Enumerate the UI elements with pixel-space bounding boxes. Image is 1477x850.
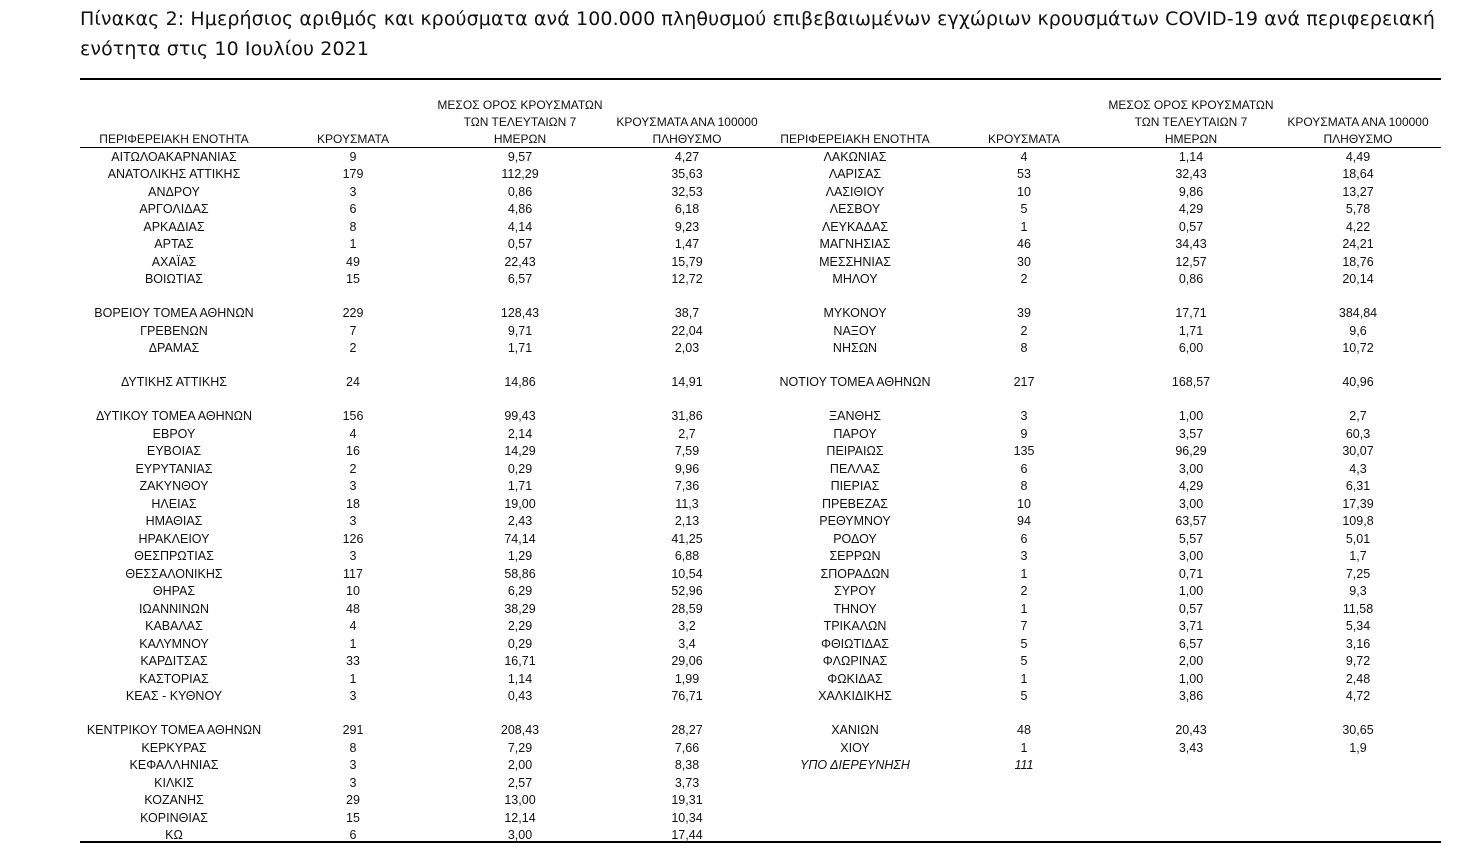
right-cell-region: ΜΑΓΝΗΣΙΑΣ [819, 237, 891, 251]
right-cell-region: ΦΛΩΡΙΝΑΣ [822, 654, 888, 668]
right-cell-region: ΛΑΡΙΣΑΣ [828, 167, 882, 181]
right-cell-cases: 5 [1020, 689, 1028, 703]
left-cell-avg: 0,29 [507, 462, 533, 476]
left-cell-cases: 15 [346, 811, 360, 825]
left-cell-region: ΑΡΤΑΣ [154, 237, 194, 251]
left-cell-avg: 2,43 [507, 514, 533, 528]
right-cell-per100k: 2,7 [1349, 409, 1367, 423]
right-cell-cases: 53 [1017, 167, 1031, 181]
left-cell-per100k: 14,91 [671, 375, 703, 389]
left-cell-avg: 4,86 [507, 202, 533, 216]
left-cell-avg: 1,29 [507, 549, 533, 563]
right-cell-region: ΠΙΕΡΙΑΣ [830, 479, 880, 493]
right-cell-cases: 4 [1020, 150, 1028, 164]
left-cell-region: ΘΕΣΣΑΛΟΝΙΚΗΣ [125, 567, 223, 581]
right-cell-cases: 111 [1014, 758, 1034, 772]
right-cell-per100k: 60,3 [1345, 427, 1371, 441]
left-cell-region: ΘΗΡΑΣ [152, 584, 196, 598]
left-cell-region: ΙΩΑΝΝΙΝΩΝ [138, 602, 210, 616]
right-cell-avg: 6,57 [1178, 637, 1204, 651]
left-cell-region: ΒΟΡΕΙΟΥ ΤΟΜΕΑ ΑΘΗΝΩΝ [94, 306, 254, 320]
right-cell-cases: 2 [1020, 324, 1028, 338]
left-cell-cases: 6 [349, 828, 357, 842]
right-cell-region: ΣΕΡΡΩΝ [829, 549, 881, 563]
left-cell-avg: 58,86 [504, 567, 536, 581]
left-cell-region: ΑΧΑΪΑΣ [151, 255, 197, 269]
right-cell-avg: 0,71 [1178, 567, 1204, 581]
right-cell-cases: 1 [1020, 220, 1028, 234]
right-cell-cases: 3 [1020, 409, 1028, 423]
right-cell-cases: 8 [1020, 341, 1028, 355]
right-cell-avg: 4,29 [1178, 202, 1204, 216]
left-cell-avg: 128,43 [500, 306, 540, 320]
left-cell-per100k: 76,71 [671, 689, 703, 703]
right-cell-avg: 0,86 [1178, 272, 1204, 286]
left-cell-region: ΚΙΛΚΙΣ [154, 776, 194, 790]
right-cell-per100k: 1,9 [1349, 741, 1367, 755]
right-cell-cases: 5 [1020, 637, 1028, 651]
left-cell-avg: 9,71 [507, 324, 533, 338]
right-cell-per100k: 4,72 [1345, 689, 1371, 703]
left-cell-cases: 1 [349, 637, 357, 651]
left-cell-region: ΚΑΡΔΙΤΣΑΣ [140, 654, 208, 668]
right-cell-avg: 1,14 [1178, 150, 1204, 164]
left-cell-region: ΕΒΡΟΥ [152, 427, 196, 441]
left-cell-per100k: 19,31 [671, 793, 703, 807]
left-cell-per100k: 7,36 [674, 479, 700, 493]
left-cell-per100k: 4,27 [674, 150, 700, 164]
right-cell-region: ΜΥΚΟΝΟΥ [823, 306, 887, 320]
right-cell-cases: 94 [1017, 514, 1031, 528]
right-cell-cases: 1 [1020, 741, 1028, 755]
left-cell-per100k: 29,06 [671, 654, 703, 668]
left-cell-per100k: 9,23 [674, 220, 700, 234]
right-cell-cases: 135 [1013, 444, 1035, 458]
left-cell-per100k: 1,47 [674, 237, 700, 251]
right-cell-per100k: 9,6 [1349, 324, 1367, 338]
right-cell-per100k: 5,34 [1345, 619, 1371, 633]
right-cell-region: ΤΗΝΟΥ [833, 602, 877, 616]
right-cell-avg: 3,86 [1178, 689, 1204, 703]
left-cell-cases: 6 [349, 202, 357, 216]
right-cell-avg: 1,00 [1178, 672, 1204, 686]
left-cell-cases: 7 [349, 324, 357, 338]
right-cell-per100k: 2,48 [1345, 672, 1371, 686]
left-cell-cases: 156 [342, 409, 364, 423]
left-cell-avg: 7,29 [507, 741, 533, 755]
right-cell-region: ΞΑΝΘΗΣ [829, 409, 881, 423]
right-cell-avg: 3,71 [1178, 619, 1204, 633]
left-cell-cases: 3 [349, 689, 357, 703]
left-cell-region: ΚΟΖΑΝΗΣ [144, 793, 204, 807]
left-cell-region: ΑΙΤΩΛΟΑΚΑΡΝΑΝΙΑΣ [111, 150, 237, 164]
left-cell-avg: 2,29 [507, 619, 533, 633]
right-cell-cases: 7 [1020, 619, 1028, 633]
right-cell-avg: 3,43 [1178, 741, 1204, 755]
left-cell-cases: 24 [346, 375, 360, 389]
left-cell-region: ΑΡΓΟΛΙΔΑΣ [139, 202, 209, 216]
right-cell-per100k: 109,8 [1342, 514, 1374, 528]
left-cell-per100k: 8,38 [674, 758, 700, 772]
right-cell-region: ΡΟΔΟΥ [833, 532, 877, 546]
left-cell-region: ΚΩ [165, 828, 183, 842]
table-title: Πίνακας 2: Ημερήσιος αριθμός και κρούσματα ανά 100.000 πληθυσμού επιβεβαιωμένων εγχώριων κρουσμάτων COVID-19 ανά περιφερειακή ενότητα στις 10 Ιουλίου 2021 [80, 8, 1436, 60]
left-cell-avg: 6,57 [507, 272, 533, 286]
left-cell-per100k: 28,59 [671, 602, 703, 616]
right-cell-region: ΤΡΙΚΑΛΩΝ [823, 619, 887, 633]
right-cell-cases: 3 [1020, 549, 1028, 563]
left-cell-cases: 117 [343, 567, 363, 581]
right-cell-region: ΝΟΤΙΟΥ ΤΟΜΕΑ ΑΘΗΝΩΝ [779, 375, 931, 389]
right-cell-avg: 1,00 [1178, 409, 1204, 423]
right-cell-region: ΜΕΣΣΗΝΙΑΣ [819, 255, 891, 269]
left-header-avg: ΜΕΣΟΣ ΟΡΟΣ ΚΡΟΥΣΜΑΤΩΝ ΤΩΝ ΤΕΛΕΥΤΑΙΩΝ 7 ΗΜΕΡΩΝ [437, 98, 603, 146]
left-cell-avg: 1,14 [507, 672, 533, 686]
right-cell-avg: 0,57 [1178, 220, 1204, 234]
right-cell-per100k: 4,49 [1345, 150, 1371, 164]
right-cell-region: ΝΑΞΟΥ [833, 324, 877, 338]
left-cell-avg: 2,57 [507, 776, 533, 790]
left-cell-per100k: 2,03 [674, 341, 700, 355]
right-cell-cases: 5 [1020, 202, 1028, 216]
left-cell-per100k: 22,04 [671, 324, 703, 338]
left-cell-avg: 74,14 [504, 532, 536, 546]
right-cell-region: ΣΥΡΟΥ [833, 584, 877, 598]
left-cell-per100k: 17,44 [671, 828, 703, 842]
right-cell-cases: 8 [1020, 479, 1028, 493]
right-cell-region: ΣΠΟΡΑΔΩΝ [820, 567, 890, 581]
left-cell-avg: 1,71 [507, 341, 533, 355]
left-cell-avg: 0,57 [507, 237, 533, 251]
left-header-region: ΠΕΡΙΦΕΡΕΙΑΚΗ ΕΝΟΤΗΤΑ [99, 132, 249, 146]
right-cell-per100k: 1,7 [1349, 549, 1367, 563]
right-cell-avg: 32,43 [1175, 167, 1207, 181]
left-header-per100k: ΚΡΟΥΣΜΑΤΑ ΑΝΑ 100000 ΠΛΗΘΥΣΜΟ [616, 115, 758, 146]
left-cell-per100k: 10,54 [671, 567, 703, 581]
top-rule [80, 78, 1441, 80]
left-cell-avg: 2,14 [507, 427, 533, 441]
right-cell-region: ΦΘΙΩΤΙΔΑΣ [820, 637, 890, 651]
left-cell-avg: 0,86 [507, 185, 533, 199]
left-cell-avg: 13,00 [504, 793, 536, 807]
right-header-region: ΠΕΡΙΦΕΡΕΙΑΚΗ ΕΝΟΤΗΤΑ [780, 132, 930, 146]
right-cell-per100k: 4,22 [1345, 220, 1371, 234]
right-cell-cases: 1 [1020, 672, 1028, 686]
right-cell-per100k: 4,3 [1349, 462, 1367, 476]
right-cell-per100k: 384,84 [1338, 306, 1378, 320]
left-cell-per100k: 2,13 [674, 514, 700, 528]
left-cell-cases: 33 [346, 654, 360, 668]
right-cell-region: ΠΑΡΟΥ [833, 427, 877, 441]
right-cell-cases: 30 [1017, 255, 1031, 269]
left-cell-cases: 3 [349, 514, 357, 528]
right-cell-avg: 3,57 [1178, 427, 1204, 441]
left-cell-avg: 208,43 [500, 723, 540, 737]
right-cell-region: ΧΑΛΚΙΔΙΚΗΣ [818, 689, 892, 703]
left-cell-avg: 6,29 [507, 584, 533, 598]
right-cell-avg: 12,57 [1175, 255, 1207, 269]
left-cell-cases: 3 [349, 479, 357, 493]
left-cell-region: ΚΑΣΤΟΡΙΑΣ [139, 672, 209, 686]
left-cell-per100k: 11,3 [675, 497, 699, 511]
right-cell-per100k: 18,64 [1342, 167, 1374, 181]
left-cell-cases: 179 [342, 167, 364, 181]
left-cell-region: ΑΝΑΤΟΛΙΚΗΣ ΑΤΤΙΚΗΣ [107, 167, 241, 181]
left-cell-cases: 2 [349, 341, 357, 355]
left-cell-region: ΚΑΒΑΛΑΣ [145, 619, 203, 633]
left-cell-region: ΗΡΑΚΛΕΙΟΥ [138, 532, 210, 546]
left-cell-cases: 48 [346, 602, 360, 616]
left-cell-per100k: 31,86 [671, 409, 703, 423]
right-cell-avg: 1,71 [1178, 324, 1204, 338]
left-cell-region: ΔΥΤΙΚΗΣ ΑΤΤΙΚΗΣ [121, 375, 227, 389]
left-cell-region: ΑΝΔΡΟΥ [148, 185, 200, 199]
right-cell-avg: 96,29 [1175, 444, 1207, 458]
right-cell-cases: 10 [1017, 497, 1031, 511]
left-cell-region: ΔΡΑΜΑΣ [148, 341, 200, 355]
left-cell-region: ΑΡΚΑΔΙΑΣ [143, 220, 205, 234]
left-cell-cases: 9 [349, 150, 357, 164]
right-cell-avg: 3,00 [1178, 462, 1204, 476]
left-cell-region: ΕΥΡΥΤΑΝΙΑΣ [135, 462, 213, 476]
left-cell-cases: 4 [349, 619, 357, 633]
left-cell-avg: 19,00 [504, 497, 536, 511]
right-cell-avg: 4,29 [1178, 479, 1204, 493]
right-cell-avg: 5,57 [1178, 532, 1204, 546]
right-cell-cases: 39 [1017, 306, 1031, 320]
right-cell-avg: 3,00 [1178, 549, 1204, 563]
right-cell-avg: 168,57 [1171, 375, 1211, 389]
right-cell-cases: 2 [1020, 584, 1028, 598]
left-cell-per100k: 9,96 [674, 462, 700, 476]
right-cell-region: ΛΑΚΩΝΙΑΣ [823, 150, 887, 164]
left-cell-per100k: 32,53 [671, 185, 703, 199]
right-cell-avg: 0,57 [1178, 602, 1204, 616]
left-cell-cases: 16 [346, 444, 360, 458]
right-cell-region: ΜΗΛΟΥ [832, 272, 878, 286]
left-cell-cases: 3 [349, 776, 357, 790]
left-cell-avg: 0,29 [507, 637, 533, 651]
left-cell-cases: 29 [346, 793, 360, 807]
left-cell-cases: 291 [342, 723, 364, 737]
right-cell-region: ΧΙΟΥ [840, 741, 870, 755]
left-cell-per100k: 35,63 [671, 167, 703, 181]
left-cell-per100k: 1,99 [674, 672, 700, 686]
left-cell-region: ΚΟΡΙΝΘΙΑΣ [140, 811, 208, 825]
left-cell-avg: 14,29 [504, 444, 536, 458]
right-header-per100k: ΚΡΟΥΣΜΑΤΑ ΑΝΑ 100000 ΠΛΗΘΥΣΜΟ [1287, 115, 1429, 146]
right-cell-per100k: 13,27 [1342, 185, 1374, 199]
left-cell-avg: 112,29 [501, 167, 539, 181]
right-cell-per100k: 11,58 [1342, 602, 1374, 616]
left-cell-per100k: 3,2 [678, 619, 696, 633]
left-cell-avg: 16,71 [504, 654, 536, 668]
left-cell-cases: 1 [349, 237, 357, 251]
right-cell-region: ΦΩΚΙΔΑΣ [827, 672, 883, 686]
right-cell-per100k: 18,76 [1342, 255, 1374, 269]
left-cell-avg: 4,14 [507, 220, 533, 234]
right-cell-per100k: 30,07 [1342, 444, 1374, 458]
left-cell-region: ΗΜΑΘΙΑΣ [145, 514, 203, 528]
right-cell-region: ΛΕΥΚΑΔΑΣ [821, 220, 889, 234]
right-cell-region: ΠΕΙΡΑΙΩΣ [826, 444, 884, 458]
left-cell-region: ΓΡΕΒΕΝΩΝ [140, 324, 208, 338]
right-cell-region: ΡΕΘΥΜΝΟΥ [819, 514, 891, 528]
right-cell-region: ΛΑΣΙΘΙΟΥ [825, 185, 885, 199]
left-cell-per100k: 10,34 [671, 811, 703, 825]
left-cell-avg: 0,43 [507, 689, 533, 703]
right-cell-per100k: 10,72 [1342, 341, 1374, 355]
right-cell-avg: 6,00 [1178, 341, 1204, 355]
right-cell-per100k: 40,96 [1342, 375, 1374, 389]
right-cell-per100k: 5,01 [1345, 532, 1371, 546]
right-cell-avg: 17,71 [1175, 306, 1207, 320]
right-cell-region: ΥΠΟ ΔΙΕΡΕΥΝΗΣΗ [800, 758, 910, 772]
right-cell-cases: 48 [1017, 723, 1031, 737]
left-cell-avg: 38,29 [504, 602, 536, 616]
left-cell-cases: 2 [349, 462, 357, 476]
left-cell-avg: 12,14 [504, 811, 536, 825]
right-header-avg: ΜΕΣΟΣ ΟΡΟΣ ΚΡΟΥΣΜΑΤΩΝ ΤΩΝ ΤΕΛΕΥΤΑΙΩΝ 7 ΗΜΕΡΩΝ [1108, 98, 1274, 146]
left-cell-region: ΘΕΣΠΡΩΤΙΑΣ [134, 549, 214, 563]
left-cell-per100k: 6,18 [674, 202, 700, 216]
right-cell-avg: 63,57 [1175, 514, 1207, 528]
left-cell-per100k: 2,7 [678, 427, 696, 441]
right-cell-cases: 10 [1017, 185, 1031, 199]
left-cell-per100k: 3,73 [674, 776, 700, 790]
left-cell-region: ΔΥΤΙΚΟΥ ΤΟΜΕΑ ΑΘΗΝΩΝ [95, 409, 253, 423]
left-cell-region: ΚΕΡΚΥΡΑΣ [141, 741, 207, 755]
right-cell-cases: 5 [1020, 654, 1028, 668]
left-cell-region: ΗΛΕΙΑΣ [151, 497, 197, 511]
right-header-cases: ΚΡΟΥΣΜΑΤΑ [988, 132, 1060, 146]
right-cell-per100k: 9,72 [1345, 654, 1371, 668]
right-cell-region: ΠΕΛΛΑΣ [829, 462, 881, 476]
right-cell-avg: 1,00 [1178, 584, 1204, 598]
left-cell-per100k: 3,4 [678, 637, 696, 651]
left-cell-per100k: 41,25 [671, 532, 703, 546]
right-cell-per100k: 7,25 [1345, 567, 1371, 581]
left-cell-per100k: 7,66 [674, 741, 700, 755]
left-cell-region: ΚΕΑΣ - ΚΥΘΝΟΥ [125, 689, 223, 703]
right-cell-cases: 217 [1013, 375, 1035, 389]
right-cell-per100k: 30,65 [1342, 723, 1374, 737]
left-cell-avg: 99,43 [504, 409, 536, 423]
left-cell-per100k: 28,27 [671, 723, 703, 737]
left-cell-avg: 1,71 [507, 479, 533, 493]
right-cell-avg: 3,00 [1178, 497, 1204, 511]
left-cell-per100k: 12,72 [671, 272, 703, 286]
left-cell-cases: 49 [346, 255, 360, 269]
left-cell-cases: 3 [349, 549, 357, 563]
right-cell-per100k: 3,16 [1345, 637, 1371, 651]
right-cell-per100k: 9,3 [1349, 584, 1367, 598]
right-cell-cases: 6 [1020, 532, 1028, 546]
right-cell-per100k: 17,39 [1342, 497, 1374, 511]
right-cell-cases: 1 [1020, 567, 1028, 581]
left-cell-cases: 4 [349, 427, 357, 441]
left-cell-cases: 1 [349, 672, 357, 686]
left-cell-region: ΚΑΛΥΜΝΟΥ [139, 637, 209, 651]
right-cell-avg: 9,86 [1178, 185, 1204, 199]
left-cell-avg: 9,57 [507, 150, 533, 164]
right-cell-region: ΠΡΕΒΕΖΑΣ [821, 497, 889, 511]
left-cell-cases: 126 [342, 532, 364, 546]
right-cell-avg: 34,43 [1175, 237, 1207, 251]
right-cell-region: ΧΑΝΙΩΝ [831, 723, 879, 737]
left-cell-per100k: 15,79 [671, 255, 703, 269]
left-cell-region: ΕΥΒΟΙΑΣ [146, 444, 202, 458]
left-cell-avg: 14,86 [504, 375, 536, 389]
left-cell-per100k: 38,7 [674, 306, 700, 320]
left-cell-cases: 15 [346, 272, 360, 286]
right-cell-avg: 20,43 [1175, 723, 1207, 737]
left-cell-avg: 3,00 [507, 828, 533, 842]
left-cell-region: ΚΕΦΑΛΛΗΝΙΑΣ [129, 758, 219, 772]
left-cell-cases: 8 [349, 220, 357, 234]
right-cell-per100k: 6,31 [1345, 479, 1371, 493]
left-cell-cases: 229 [342, 306, 364, 320]
right-cell-region: ΝΗΣΩΝ [832, 341, 878, 355]
right-cell-cases: 6 [1020, 462, 1028, 476]
right-cell-cases: 9 [1020, 427, 1028, 441]
left-cell-cases: 3 [349, 185, 357, 199]
left-cell-per100k: 52,96 [671, 584, 703, 598]
right-cell-cases: 1 [1020, 602, 1028, 616]
left-cell-cases: 10 [346, 584, 360, 598]
left-cell-region: ΖΑΚΥΝΘΟΥ [139, 479, 209, 493]
right-cell-per100k: 5,78 [1345, 202, 1371, 216]
right-cell-region: ΛΕΣΒΟΥ [829, 202, 881, 216]
right-cell-avg: 2,00 [1178, 654, 1204, 668]
left-cell-avg: 2,00 [507, 758, 533, 772]
left-cell-region: ΒΟΙΩΤΙΑΣ [144, 272, 204, 286]
right-cell-per100k: 24,21 [1342, 237, 1374, 251]
left-cell-per100k: 6,88 [674, 549, 700, 563]
right-cell-cases: 2 [1020, 272, 1028, 286]
left-header-cases: ΚΡΟΥΣΜΑΤΑ [317, 132, 389, 146]
right-cell-per100k: 20,14 [1342, 272, 1374, 286]
left-cell-cases: 3 [349, 758, 357, 772]
left-cell-per100k: 7,59 [674, 444, 700, 458]
left-cell-cases: 18 [346, 497, 360, 511]
right-cell-cases: 46 [1017, 237, 1031, 251]
left-cell-region: ΚΕΝΤΡΙΚΟΥ ΤΟΜΕΑ ΑΘΗΝΩΝ [86, 723, 262, 737]
left-cell-cases: 8 [349, 741, 357, 755]
left-cell-avg: 22,43 [504, 255, 536, 269]
